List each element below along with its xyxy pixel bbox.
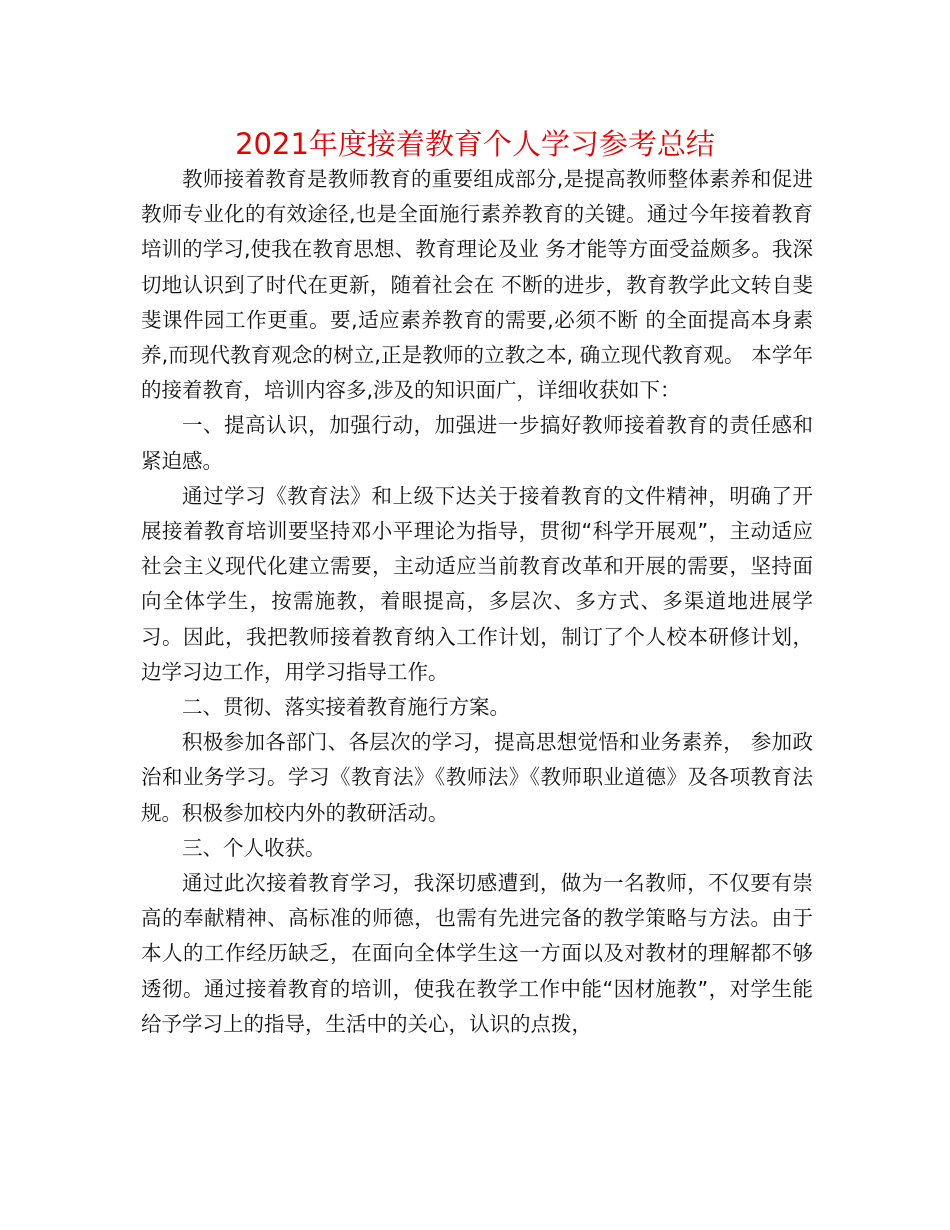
document-body [141,162,813,1042]
paragraph-section-2: 积极参加各部门、各层次的学习，提高思想觉悟和业务素养， 参加政治和业务学习。学习《教育法》《教师法》《教师职业道德》及各项教育法规。积极参加校内外的教研活动。 [141,730,813,825]
paragraph-section-3: 通过此次接着教育学习，我深切感遭到，做为一名教师，不仅要有崇高的奉献精神、高标准的师德，也需有先进完备的教学策略与方法。由于本人的工作经历缺乏，在面向全体学生这一方面以及对教材的理解都不够透彻。通过接着教育的培训，使我在教学工作中能“因材施教”，对学生能给予学习上的指导，生活中的关心，认识的点拨， [141,871,813,1036]
document-title: 2021年度接着教育个人学习参考总结 [235,127,715,161]
paragraph-intro: 教师接着教育是教师教育的重要组成部分,是提高教师整体素养和促进教师专业化的有效途径,也是全面施行素养教育的关键。通过今年接着教育培训的学习,使我在教育思想、教育理论及业 务才能等方面受益颇多。我深切地认识到了时代在更新，随着社会在 不断的进步，教育教学此文转自斐斐课件园工作更重。要,适应素养教育的需要,必须不断 的全面提高本身素养,而现代教育观念的树立,正是教师的立教之本, 确立现代教育观。 本学年的接着教育，培训内容多,涉及的知识面广，详细收获如下： [141,167,813,403]
section-heading-1: 一、提高认识，加强行动，加强进一步搞好教师接着教育的责任感和紧迫感。 [141,413,813,473]
section-heading-2: 二、贯彻、落实接着教育施行方案。 [182,695,510,720]
section-heading-3: 三、个人收获。 [182,835,326,860]
paragraph-section-1: 通过学习《教育法》和上级下达关于接着教育的文件精神，明确了开展接着教育培训要坚持邓小平理论为指导，贯彻“科学开展观”，主动适应社会主义现代化建立需要，主动适应当前教育改革和开展的需要，坚持面向全体学生，按需施教，着眼提高，多层次、多方式、多渠道地进展学习。因此，我把教师接着教育纳入工作计划，制订了个人校本研修计划，边学习边工作，用学习指导工作。 [141,483,813,684]
